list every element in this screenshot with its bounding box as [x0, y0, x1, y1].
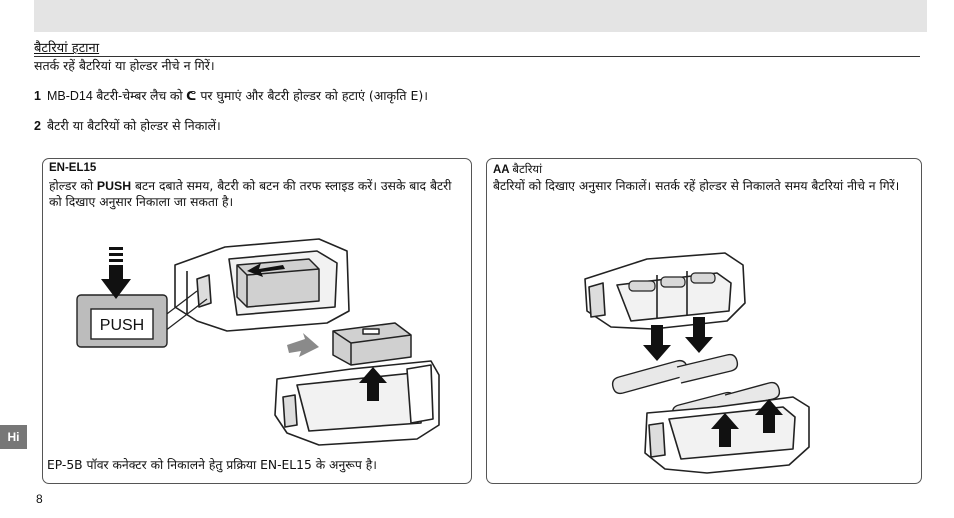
step-1	[34, 87, 428, 104]
en-el15-illustration	[47, 219, 467, 449]
page-number: 8	[36, 492, 43, 506]
down-arrow-icon	[643, 325, 671, 361]
instr-part: बटन दबाते समय, बैटरी को बटन की तरफ स्लाइड करें। उसके बाद बैटरी को दिखाए अनुसार निकाला जा सकता है।	[49, 179, 452, 209]
press-arrow-icon	[101, 247, 131, 299]
section-title: बैटरियां हटाना	[34, 41, 100, 56]
push-keyword: PUSH	[96, 179, 132, 193]
grey-arrow-icon	[287, 333, 319, 357]
instr-part: होल्डर को	[49, 179, 97, 193]
aa-battery-loose	[613, 355, 738, 394]
step-number: 2	[34, 119, 41, 133]
caution-text: सतर्क रहें बैटरियां या होल्डर नीचे न गिरें।	[34, 58, 215, 73]
step-text: बैटरी या बैटरियों को होल्डर से निकालें।	[46, 118, 221, 133]
header-band	[34, 0, 927, 32]
language-tab: Hi	[0, 425, 27, 449]
aa-batteries-illustration	[557, 237, 857, 477]
aa-batteries-panel	[486, 158, 922, 484]
panel-footer-note: EP-5B पॉवर कनेक्टर को निकालने हेतु प्रक्रिया EN-EL15 के अनुरूप है।	[47, 458, 377, 472]
battery-holder-lower	[275, 361, 439, 445]
step-number: 1	[34, 89, 41, 103]
panel-title: EN-EL15	[49, 162, 97, 174]
panel-title-deva: बैटरियां	[512, 162, 543, 176]
panel-instructions: बैटरियों को दिखाए अनुसार निकालें। सतर्क रहें होल्डर से निकालते समय बैटरियां नीचे न गिरें।	[493, 179, 900, 193]
step-2	[34, 117, 221, 134]
panel-title	[493, 162, 542, 177]
en-el15-panel	[42, 158, 472, 484]
en-el15-battery-removed	[333, 323, 411, 365]
panel-title-latin: AA	[493, 164, 510, 176]
step-text: MB-D14 बैटरी-चेम्बर लैच को	[46, 89, 187, 103]
push-label: PUSH	[99, 317, 145, 334]
push-button-callout	[77, 295, 167, 347]
latch-unlock-icon: ᕦ	[186, 88, 197, 103]
aa-holder-upper	[585, 253, 745, 329]
panel-instructions	[49, 178, 463, 210]
step-text-after: पर घुमाएं और बैटरी होल्डर को हटाएं (आकृति E)।	[196, 88, 428, 103]
